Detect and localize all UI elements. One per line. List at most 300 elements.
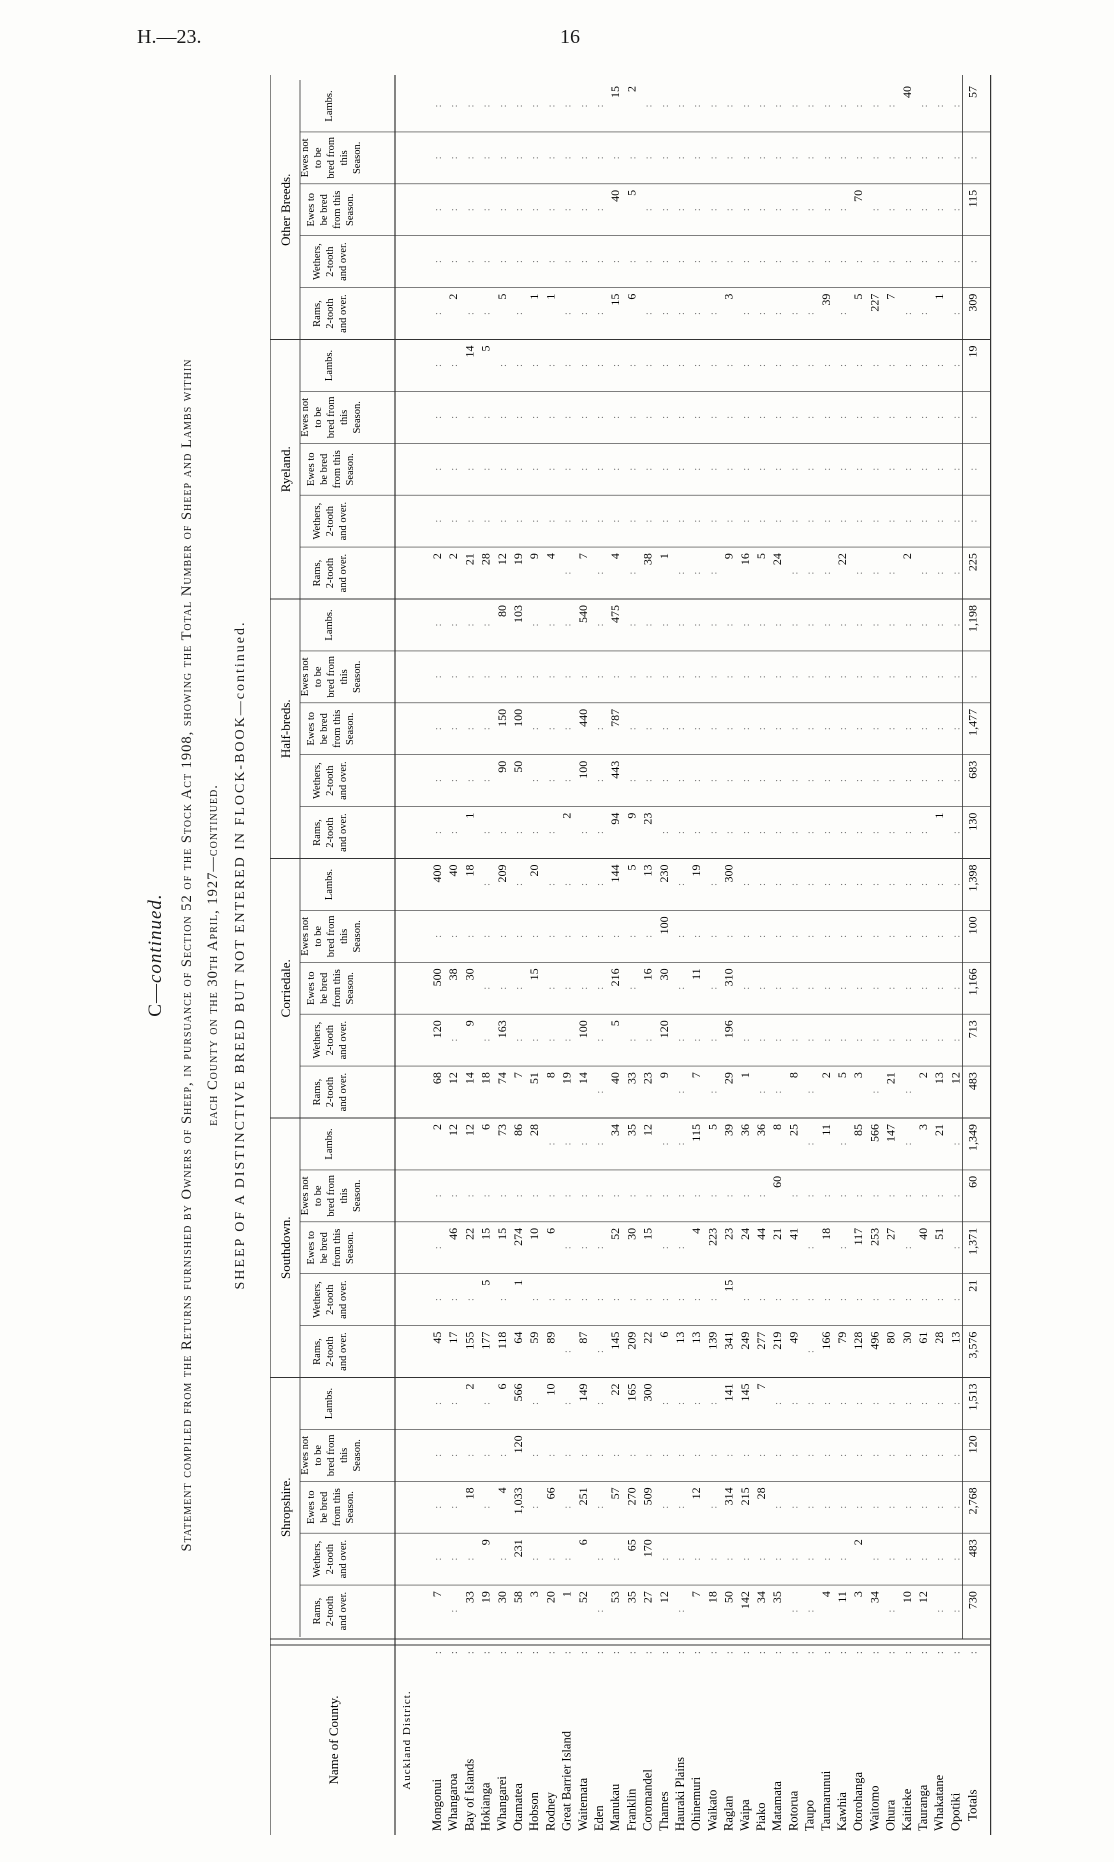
empty-cell-mark: : — [514, 260, 525, 264]
cell-value: 90 — [494, 760, 509, 773]
empty-cell-mark: : — [676, 312, 687, 315]
empty-cell-mark: : — [789, 1194, 801, 1198]
empty-cell-mark: : — [935, 571, 947, 575]
empty-cell-mark: : — [724, 415, 736, 419]
empty-cell-mark: : — [757, 1194, 768, 1198]
empty-cell-mark: : — [935, 1298, 947, 1302]
empty-cell-mark: : — [757, 260, 768, 264]
county-name: Whakatane — [932, 1774, 947, 1831]
empty-cell-mark: : — [546, 727, 558, 731]
leader-dots: : — [513, 1651, 525, 1655]
empty-cell-mark: : — [595, 831, 606, 834]
empty-cell-mark: : — [465, 208, 477, 212]
column-header: Lambs. — [324, 609, 335, 641]
cell-value: 30 — [899, 1331, 914, 1344]
cell-value: 6 — [494, 1383, 509, 1390]
county-name: Mongonui — [430, 1778, 444, 1831]
cell-value: 14 — [575, 1072, 590, 1085]
empty-cell-mark: : — [465, 934, 477, 938]
empty-cell-mark: : — [821, 104, 833, 108]
empty-cell-mark: : — [433, 208, 444, 212]
empty-cell-mark: : — [530, 934, 542, 938]
empty-cell-mark: : — [838, 208, 849, 212]
empty-cell-mark: : — [465, 623, 477, 627]
cell-value: 40 — [899, 86, 914, 98]
empty-cell-mark: : — [659, 831, 671, 834]
empty-cell-mark: : — [514, 675, 525, 679]
empty-cell-mark: : — [805, 934, 817, 938]
empty-cell-mark: : — [676, 364, 687, 367]
empty-cell-mark: : — [433, 1298, 444, 1302]
empty-cell-mark: : — [546, 1142, 558, 1146]
breed-group-header: Ryeland. — [278, 446, 293, 493]
cell-value: 18 — [462, 864, 477, 877]
empty-cell-mark: : — [659, 1194, 671, 1198]
empty-cell-mark: : — [449, 623, 461, 627]
empty-cell-mark: : — [838, 260, 849, 264]
column-header: Lambs. — [324, 1128, 335, 1160]
empty-cell-mark: : — [757, 779, 768, 783]
cell-value: 120 — [656, 1020, 671, 1039]
county-name: Rotorua — [786, 1790, 801, 1831]
cell-value: 1 — [462, 812, 477, 819]
county-name: Hobson — [527, 1792, 542, 1831]
empty-cell-mark: : — [902, 1038, 914, 1042]
empty-cell-mark: : — [562, 156, 574, 160]
total-value: 483 — [965, 1539, 980, 1558]
empty-cell-mark: : — [433, 467, 444, 471]
cell-value: 49 — [786, 1331, 801, 1344]
cell-value: 38 — [446, 968, 461, 981]
leader-dots: : — [496, 1651, 509, 1655]
empty-cell-mark: : — [902, 1246, 914, 1250]
empty-cell-mark: : — [708, 1090, 720, 1094]
empty-cell-mark: : — [514, 1038, 525, 1042]
empty-cell-mark: : — [449, 1557, 461, 1561]
county-name: Kaitieke — [899, 1788, 914, 1831]
empty-cell-mark: : — [838, 415, 849, 419]
empty-cell-mark: : — [724, 1557, 736, 1561]
empty-cell-mark: : — [562, 883, 574, 886]
empty-cell-mark: : — [659, 1246, 671, 1250]
empty-cell-mark: : — [724, 467, 736, 471]
empty-cell-mark: : — [789, 156, 801, 160]
column-header: Ewes to be bred from this Season. — [306, 1488, 356, 1527]
empty-cell-mark: : — [659, 1505, 671, 1509]
empty-cell-mark: : — [611, 1557, 623, 1561]
cell-value: 566 — [867, 1124, 882, 1142]
cell-value: 7 — [511, 1072, 525, 1079]
empty-cell-mark: : — [659, 1453, 671, 1457]
empty-cell-mark: : — [757, 208, 768, 212]
cell-value: 12 — [689, 1487, 704, 1500]
county-name: Raglan — [721, 1795, 736, 1831]
empty-cell-mark: : — [659, 156, 671, 160]
empty-cell-mark: : — [562, 1246, 574, 1250]
empty-cell-mark: : — [757, 1090, 768, 1094]
empty-cell-mark: : — [870, 831, 882, 834]
empty-cell-mark: : — [919, 312, 930, 315]
cell-value: 209 — [494, 864, 509, 883]
empty-cell-mark: : — [919, 571, 930, 575]
total-value: 3,576 — [965, 1331, 980, 1359]
empty-cell-mark: : — [886, 1557, 898, 1561]
empty-cell-mark: : — [773, 831, 785, 834]
empty-cell-mark: : — [562, 623, 574, 627]
empty-cell-mark: : — [821, 364, 833, 367]
cell-value: 15 — [608, 86, 623, 98]
empty-cell-mark: : — [789, 779, 801, 783]
empty-cell-mark: : — [595, 934, 606, 938]
empty-cell-mark: : — [481, 986, 493, 990]
empty-cell-mark: : — [724, 727, 736, 731]
empty-cell-mark: : — [481, 312, 493, 315]
empty-cell-mark: : — [643, 415, 655, 419]
cell-value: 30 — [494, 1591, 509, 1604]
empty-cell-mark: : — [676, 779, 687, 783]
total-value: 1,349 — [965, 1124, 980, 1151]
empty-cell-mark: : — [578, 1298, 590, 1302]
empty-cell-mark: : — [870, 1038, 882, 1042]
column-header: Rams, 2-tooth and over. — [312, 1072, 349, 1112]
empty-cell-mark: : — [595, 1609, 606, 1613]
total-value: 309 — [965, 293, 980, 312]
cell-value: 30 — [624, 1227, 639, 1240]
cell-value: 5 — [624, 864, 639, 871]
empty-cell-mark: : — [740, 260, 752, 264]
empty-cell-mark: : — [530, 831, 542, 834]
empty-cell-mark: : — [789, 571, 801, 575]
empty-cell-mark: : — [611, 467, 623, 471]
cell-value: 52 — [608, 1227, 623, 1240]
empty-cell-mark: : — [514, 883, 525, 886]
empty-cell-mark: : — [449, 260, 461, 264]
empty-cell-mark: : — [919, 260, 930, 264]
empty-cell-mark: : — [449, 156, 461, 160]
cell-value: 13 — [640, 864, 655, 877]
leader-dots: : — [626, 1651, 639, 1655]
county-name: Ohura — [883, 1799, 898, 1831]
empty-cell-mark: : — [773, 415, 785, 419]
empty-cell-mark: : — [757, 727, 768, 731]
cell-value: 100 — [575, 760, 590, 779]
empty-cell-mark: : — [659, 1298, 671, 1302]
empty-cell-mark: : — [740, 156, 752, 160]
empty-cell-mark: : — [562, 1557, 574, 1561]
empty-cell-mark: : — [724, 675, 736, 679]
empty-cell-mark: : — [562, 260, 574, 264]
cell-value: 341 — [721, 1331, 736, 1350]
cell-value: 209 — [624, 1331, 639, 1350]
empty-cell-mark: : — [821, 467, 833, 471]
empty-cell-mark: : — [902, 467, 914, 471]
total-value: 2,768 — [965, 1487, 980, 1515]
county-name: Piako — [754, 1802, 768, 1831]
cell-value: 13 — [948, 1331, 963, 1344]
cell-value: 23 — [640, 812, 655, 825]
empty-cell-mark: : — [497, 519, 509, 523]
empty-cell-mark: : — [692, 779, 704, 783]
empty-cell-mark: : — [692, 675, 704, 679]
cell-value: 147 — [883, 1124, 898, 1142]
cell-value: 2 — [430, 553, 444, 560]
cell-value: 9 — [527, 553, 542, 560]
total-value: 1,398 — [965, 864, 980, 892]
empty-cell-mark: : — [935, 260, 947, 264]
cell-value: 1 — [543, 293, 558, 300]
empty-cell-mark: : — [562, 1402, 574, 1405]
empty-cell-mark: : — [886, 986, 898, 990]
empty-cell-mark: : — [433, 1194, 444, 1198]
empty-cell-mark: : — [692, 104, 704, 108]
cell-value: 18 — [478, 1072, 493, 1085]
empty-cell-mark: : — [692, 1194, 704, 1198]
sheep-breed-table — [270, 70, 1020, 1840]
empty-cell-mark: : — [546, 934, 558, 938]
empty-cell-mark: : — [708, 415, 720, 419]
empty-cell-mark: : — [562, 779, 574, 783]
empty-cell-mark: : — [919, 779, 930, 783]
cell-value: 2 — [851, 1539, 866, 1546]
empty-cell-mark: : — [497, 208, 509, 212]
cell-value: 103 — [511, 605, 525, 623]
leader-dots: : — [594, 1651, 606, 1655]
cell-value: 35 — [770, 1591, 785, 1604]
empty-cell-mark: : — [465, 1557, 477, 1561]
county-name: Waipa — [737, 1799, 752, 1831]
empty-cell-mark: : — [562, 675, 574, 679]
empty-cell-mark: : — [433, 1505, 444, 1509]
empty-cell-mark: : — [805, 415, 817, 419]
empty-cell-mark: : — [854, 156, 866, 160]
empty-cell-mark: : — [627, 623, 639, 627]
cell-value: 12 — [494, 553, 509, 566]
empty-cell-mark: : — [514, 519, 525, 523]
empty-cell-mark: : — [497, 831, 509, 834]
cell-value: 7 — [754, 1383, 768, 1390]
cell-value: 139 — [705, 1331, 720, 1350]
empty-cell-mark: : — [740, 831, 752, 834]
empty-cell-mark: : — [805, 779, 817, 783]
empty-cell-mark: : — [433, 156, 444, 160]
empty-cell-mark: : — [627, 675, 639, 679]
empty-cell-mark: : — [821, 1402, 833, 1405]
empty-cell-mark: : — [805, 1350, 817, 1353]
cell-value: 5 — [478, 345, 493, 352]
empty-cell-mark: : — [643, 364, 655, 367]
empty-cell-mark: : — [481, 727, 493, 731]
empty-cell-mark: : — [886, 156, 898, 160]
empty-cell-mark: : — [805, 156, 817, 160]
empty-cell-mark: : — [886, 1453, 898, 1457]
leader-dots: : — [788, 1651, 801, 1655]
empty-cell-mark: : — [902, 1402, 914, 1405]
empty-cell-mark: : — [757, 1557, 768, 1561]
empty-cell-mark: : — [481, 260, 493, 264]
empty-cell-mark: : — [497, 1453, 509, 1457]
empty-cell-mark: : — [919, 467, 930, 471]
leader-dots: : — [853, 1651, 866, 1655]
empty-cell-mark: : — [643, 519, 655, 523]
county-name: Otorohanga — [851, 1771, 866, 1831]
cell-value: 12 — [656, 1591, 671, 1604]
empty-cell-mark: : — [546, 779, 558, 783]
empty-cell-mark: : — [789, 208, 801, 212]
empty-cell-mark: : — [595, 1090, 606, 1094]
empty-cell-mark: : — [578, 934, 590, 938]
empty-cell-mark: : — [562, 1194, 574, 1198]
empty-cell-mark: : — [724, 831, 736, 834]
empty-cell-mark: : — [902, 934, 914, 938]
empty-cell-mark: : — [578, 986, 590, 990]
empty-cell-mark: : — [902, 260, 914, 264]
empty-cell-mark: : — [643, 934, 655, 938]
empty-cell-mark: : — [627, 571, 639, 575]
empty-cell-mark: : — [919, 364, 930, 367]
cell-value: 100 — [656, 916, 671, 935]
cell-value: 28 — [932, 1331, 947, 1344]
cell-value: 21 — [932, 1124, 947, 1136]
empty-cell-mark: : — [595, 779, 606, 783]
empty-cell-mark: : — [627, 1194, 639, 1198]
empty-cell-mark: : — [902, 675, 914, 679]
cell-value: 80 — [883, 1331, 898, 1344]
empty-cell-mark: : — [530, 1038, 542, 1042]
column-header: Wethers, 2-tooth and over. — [312, 761, 349, 800]
empty-cell-mark: : — [789, 415, 801, 419]
empty-cell-mark: : — [886, 623, 898, 627]
empty-cell-mark: : — [692, 467, 704, 471]
empty-cell-mark: : — [433, 1453, 444, 1457]
county-name: Otamatea — [511, 1783, 525, 1831]
empty-cell-mark: : — [935, 467, 947, 471]
empty-cell-mark: : — [449, 467, 461, 471]
leader-dots: : — [691, 1651, 704, 1655]
empty-cell-mark: : — [433, 934, 444, 938]
empty-cell-mark: : — [886, 1505, 898, 1509]
empty-cell-mark: : — [870, 415, 882, 419]
empty-cell-mark: : — [659, 519, 671, 523]
empty-cell-mark: : — [627, 934, 639, 938]
empty-cell-mark: : — [951, 779, 963, 783]
cell-value: 51 — [527, 1072, 542, 1085]
empty-cell-mark: : — [676, 1298, 687, 1302]
cell-value: 21 — [770, 1227, 785, 1240]
empty-cell-mark: : — [821, 1505, 833, 1509]
empty-cell-mark: : — [708, 986, 720, 990]
empty-cell-mark: : — [870, 260, 882, 264]
leader-dots: : — [967, 1651, 980, 1655]
empty-cell-mark: : — [692, 415, 704, 419]
empty-cell-mark: : — [497, 1557, 509, 1561]
leader-dots: : — [658, 1651, 671, 1655]
empty-cell-mark: : — [546, 831, 558, 834]
column-header: Ewes not to be bred from this Season. — [300, 1434, 363, 1477]
empty-cell-mark: : — [854, 519, 866, 523]
empty-cell-mark: : — [838, 1402, 849, 1405]
empty-cell-mark: : — [530, 415, 542, 419]
empty-cell-mark: : — [773, 467, 785, 471]
empty-cell-mark: : — [433, 364, 444, 367]
empty-cell-mark: : — [757, 1453, 768, 1457]
empty-cell-mark: : — [854, 1038, 866, 1042]
empty-cell-mark: : — [838, 1557, 849, 1561]
empty-cell-mark: : — [676, 208, 687, 212]
cell-value: 128 — [851, 1331, 866, 1350]
empty-cell-mark: : — [757, 675, 768, 679]
column-header: Rams, 2-tooth and over. — [312, 1332, 349, 1371]
empty-cell-mark: : — [481, 208, 493, 212]
empty-cell-mark: : — [951, 519, 963, 523]
empty-cell-mark: : — [465, 260, 477, 264]
empty-cell-mark: : — [481, 519, 493, 523]
empty-cell-mark: : — [611, 1453, 623, 1457]
empty-cell-mark: : — [627, 1453, 639, 1457]
empty-cell-mark: : — [919, 104, 930, 108]
cell-value: 400 — [430, 864, 444, 883]
cell-value: 21 — [462, 553, 477, 566]
cell-value: 440 — [575, 708, 590, 727]
total-value: 19 — [965, 345, 980, 358]
empty-cell-mark: : — [692, 1402, 704, 1405]
cell-value: 120 — [511, 1435, 525, 1454]
empty-cell-mark: : — [870, 623, 882, 627]
cell-value: 41 — [786, 1227, 801, 1240]
empty-cell-mark: : — [740, 675, 752, 679]
empty-cell-mark: : — [611, 415, 623, 419]
cell-value: 15 — [640, 1227, 655, 1240]
empty-cell-mark: : — [659, 312, 671, 315]
empty-cell-mark: : — [578, 260, 590, 264]
empty-cell-mark: : — [514, 467, 525, 471]
empty-cell-mark: : — [854, 883, 866, 886]
empty-cell-mark: : — [805, 571, 817, 575]
empty-cell-mark: : — [935, 986, 947, 990]
cell-value: 163 — [494, 1020, 509, 1039]
empty-cell-mark: : — [886, 1298, 898, 1302]
total-value: 21 — [965, 1279, 980, 1292]
empty-cell-mark: : — [611, 156, 623, 160]
empty-cell-mark: : — [724, 260, 736, 264]
empty-cell-mark: : — [951, 208, 963, 212]
empty-cell-mark: : — [740, 623, 752, 627]
cell-value: 496 — [867, 1331, 882, 1350]
county-name: Whangarei — [494, 1776, 509, 1831]
empty-cell-mark: : — [951, 883, 963, 886]
cell-value: 22 — [462, 1227, 477, 1240]
cell-value: 3 — [851, 1072, 866, 1079]
empty-cell-mark: : — [708, 467, 720, 471]
empty-cell-mark: : — [433, 831, 444, 834]
empty-cell-mark: : — [789, 467, 801, 471]
cell-value: 9 — [478, 1539, 493, 1546]
empty-cell-mark: : — [838, 364, 849, 367]
column-header: Lambs. — [324, 1387, 335, 1420]
leader-dots: : — [561, 1651, 574, 1655]
empty-cell-mark: : — [854, 675, 866, 679]
cell-value: 314 — [721, 1487, 736, 1506]
empty-cell-mark: : — [789, 364, 801, 367]
empty-cell-mark: : — [919, 1194, 930, 1198]
empty-cell-mark: : — [951, 934, 963, 938]
empty-cell-mark: : — [514, 831, 525, 834]
empty-cell-mark: : — [692, 1298, 704, 1302]
cell-value: 7 — [689, 1072, 704, 1079]
cell-value: 87 — [575, 1331, 590, 1344]
cell-value: 44 — [754, 1227, 768, 1240]
total-value: 1,198 — [965, 605, 980, 632]
total-value: 683 — [965, 760, 980, 779]
